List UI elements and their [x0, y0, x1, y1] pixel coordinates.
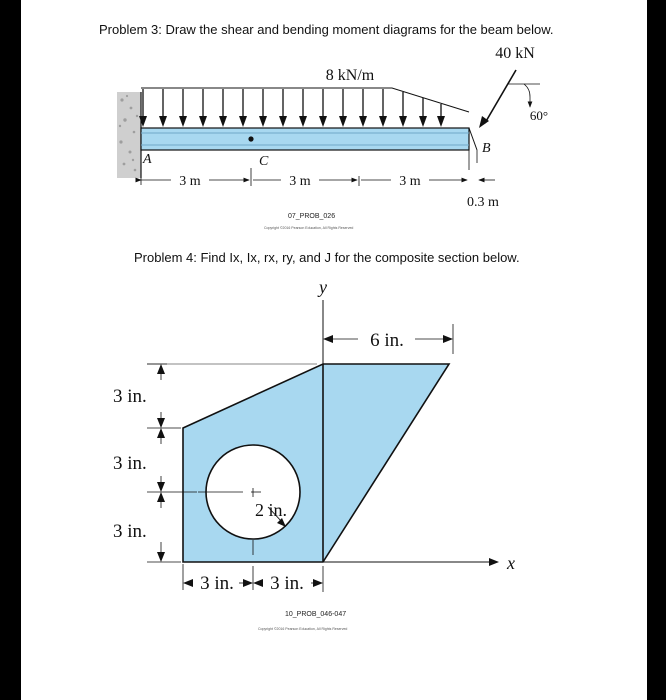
figure-copyright-p3: Copyright ©2016 Pearson Education, All Rights Reserved [264, 226, 354, 230]
y-axis-label: y [319, 277, 327, 297]
distributed-load-label: 8 kN/m [325, 67, 375, 84]
dimension-3: 3 m [399, 174, 421, 189]
problem-3-title: Problem 3: Draw the shear and bending moment diagrams for the beam below. [99, 22, 554, 37]
left-dimension-3: 3 in. [113, 521, 147, 542]
figure-code-p4: 10_PROB_046-047 [285, 611, 347, 618]
point-c-label: C [259, 154, 269, 169]
figure-copyright-p4: Copyright ©2016 Pearson Education, All Rights Reserved [258, 627, 348, 631]
angle-label: 60° [529, 108, 549, 123]
x-axis-label: x [507, 553, 515, 573]
dimension-1: 3 m [179, 174, 201, 189]
worksheet [21, 0, 647, 700]
section-figure [21, 0, 647, 700]
bottom-dimension-1: 3 in. [200, 573, 234, 594]
point-load-label: 40 kN [495, 45, 535, 62]
radius-label: 2 in. [255, 500, 288, 520]
point-b-label: B [482, 141, 491, 156]
top-dimension: 6 in. [370, 330, 404, 351]
dimension-4: 0.3 m [467, 195, 499, 210]
support-a-label: A [143, 152, 152, 167]
bottom-dimension-2: 3 in. [270, 573, 304, 594]
left-dimension-1: 3 in. [113, 386, 147, 407]
figure-code-p3: 07_PROB_026 [288, 213, 336, 220]
left-dimension-2: 3 in. [113, 453, 147, 474]
dimension-2: 3 m [289, 174, 311, 189]
problem-4-title: Problem 4: Find Ix, Ix, rx, ry, and J for the composite section below. [134, 250, 520, 265]
